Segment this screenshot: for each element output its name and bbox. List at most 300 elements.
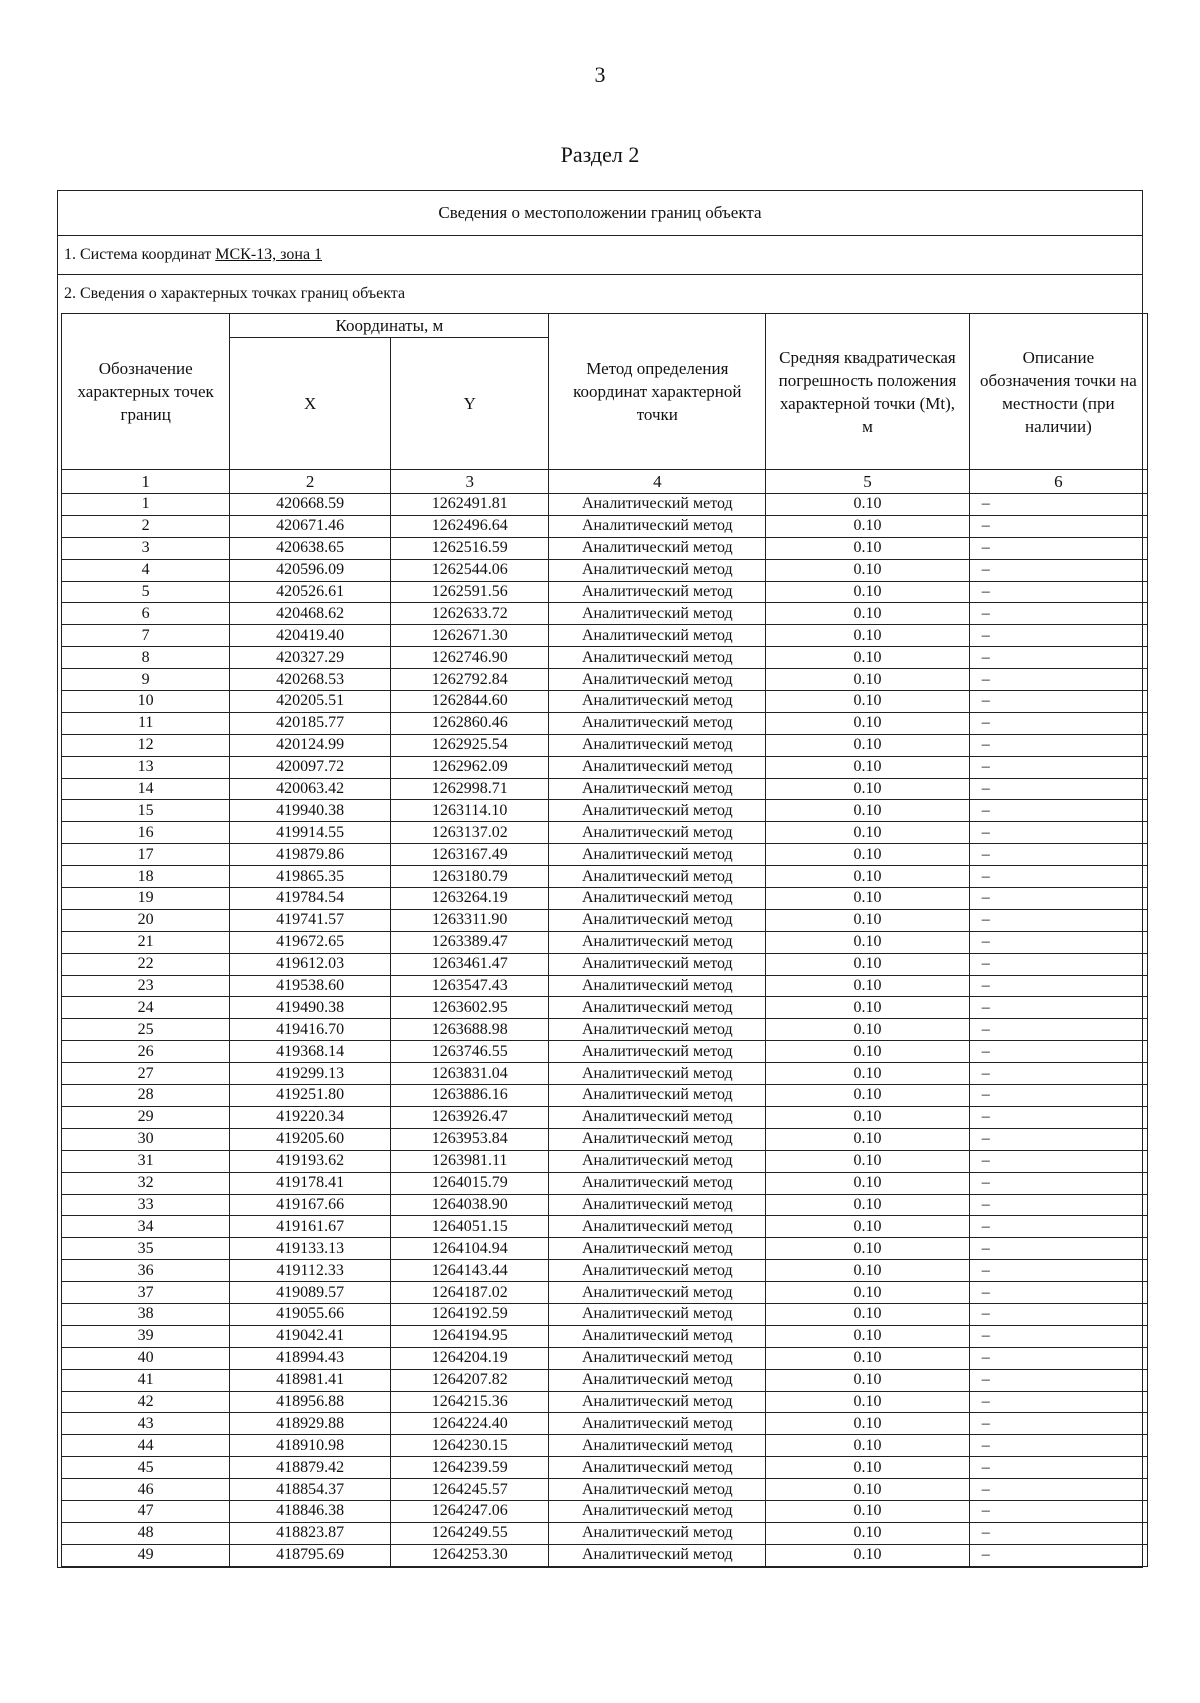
cell-method: Аналитический метод <box>549 1347 766 1369</box>
cell-coord-y: 1262844.60 <box>390 691 548 713</box>
cell-coord-y: 1264239.59 <box>390 1457 548 1479</box>
table-row <box>62 1435 1148 1457</box>
header-x: X <box>230 338 391 470</box>
column-number-row <box>62 470 1148 494</box>
cell-description: – <box>969 975 1147 997</box>
table-row <box>62 1500 1148 1522</box>
cell-coord-y: 1263264.19 <box>390 888 548 910</box>
cell-method: Аналитический метод <box>549 1216 766 1238</box>
cell-description: – <box>969 1435 1147 1457</box>
page-number: 3 <box>594 62 606 87</box>
cell-description: – <box>969 1347 1147 1369</box>
cell-coord-y: 1264015.79 <box>390 1172 548 1194</box>
cell-coord-x: 419865.35 <box>230 866 391 888</box>
cell-coord-x: 419089.57 <box>230 1282 391 1304</box>
cell-coord-x: 419538.60 <box>230 975 391 997</box>
cell-coord-y: 1263602.95 <box>390 997 548 1019</box>
cell-error: 0.10 <box>766 691 970 713</box>
cell-coord-y: 1264249.55 <box>390 1522 548 1544</box>
cell-method: Аналитический метод <box>549 647 766 669</box>
cell-method: Аналитический метод <box>549 1479 766 1501</box>
cell-coord-y: 1263547.43 <box>390 975 548 997</box>
cell-description: – <box>969 1063 1147 1085</box>
cell-coord-x: 420419.40 <box>230 625 391 647</box>
cell-coord-x: 419741.57 <box>230 909 391 931</box>
cell-method: Аналитический метод <box>549 756 766 778</box>
cell-point-id: 40 <box>62 1347 230 1369</box>
cell-point-id: 43 <box>62 1413 230 1435</box>
table-row <box>62 953 1148 975</box>
cell-coord-y: 1262496.64 <box>390 515 548 537</box>
cell-description: – <box>969 778 1147 800</box>
cell-point-id: 8 <box>62 647 230 669</box>
cell-point-id: 18 <box>62 866 230 888</box>
cell-method: Аналитический метод <box>549 800 766 822</box>
table-row <box>62 603 1148 625</box>
boundary-info-table <box>57 190 1143 1568</box>
cell-coord-y: 1264207.82 <box>390 1369 548 1391</box>
table-row <box>62 1369 1148 1391</box>
cell-description: – <box>969 1041 1147 1063</box>
cell-description: – <box>969 537 1147 559</box>
cell-point-id: 17 <box>62 844 230 866</box>
cell-point-id: 48 <box>62 1522 230 1544</box>
cell-coord-x: 418981.41 <box>230 1369 391 1391</box>
cell-error: 0.10 <box>766 559 970 581</box>
cell-method: Аналитический метод <box>549 1435 766 1457</box>
cell-error: 0.10 <box>766 734 970 756</box>
cell-point-id: 21 <box>62 931 230 953</box>
cell-point-id: 31 <box>62 1150 230 1172</box>
cell-coord-y: 1264224.40 <box>390 1413 548 1435</box>
cell-point-id: 28 <box>62 1085 230 1107</box>
coordinate-system-label: 1. Система координат <box>64 246 216 263</box>
cell-error: 0.10 <box>766 1150 970 1172</box>
cell-error: 0.10 <box>766 1085 970 1107</box>
cell-coord-x: 418929.88 <box>230 1413 391 1435</box>
cell-coord-y: 1262491.81 <box>390 494 548 516</box>
cell-description: – <box>969 866 1147 888</box>
cell-coord-y: 1262746.90 <box>390 647 548 669</box>
cell-error: 0.10 <box>766 909 970 931</box>
cell-coord-x: 419205.60 <box>230 1128 391 1150</box>
table-row <box>62 1150 1148 1172</box>
points-heading: 2. Сведения о характерных точках границ объекта <box>64 285 406 302</box>
cell-coord-x: 418795.69 <box>230 1544 391 1566</box>
cell-description: – <box>969 1369 1147 1391</box>
cell-description: – <box>969 1282 1147 1304</box>
cell-coord-y: 1264245.57 <box>390 1479 548 1501</box>
cell-coord-y: 1263311.90 <box>390 909 548 931</box>
cell-method: Аналитический метод <box>549 1172 766 1194</box>
cell-coord-x: 419167.66 <box>230 1194 391 1216</box>
cell-coord-x: 420671.46 <box>230 515 391 537</box>
cell-error: 0.10 <box>766 997 970 1019</box>
cell-description: – <box>969 669 1147 691</box>
table-row <box>62 1413 1148 1435</box>
cell-point-id: 35 <box>62 1238 230 1260</box>
table-row <box>62 691 1148 713</box>
cell-error: 0.10 <box>766 1325 970 1347</box>
cell-method: Аналитический метод <box>549 975 766 997</box>
cell-description: – <box>969 909 1147 931</box>
cell-coord-x: 419940.38 <box>230 800 391 822</box>
cell-coord-y: 1264187.02 <box>390 1282 548 1304</box>
cell-method: Аналитический метод <box>549 712 766 734</box>
cell-method: Аналитический метод <box>549 778 766 800</box>
cell-description: – <box>969 1150 1147 1172</box>
cell-description: – <box>969 1500 1147 1522</box>
cell-point-id: 39 <box>62 1325 230 1347</box>
cell-coord-y: 1262998.71 <box>390 778 548 800</box>
cell-error: 0.10 <box>766 822 970 844</box>
cell-method: Аналитический метод <box>549 1238 766 1260</box>
cell-description: – <box>969 822 1147 844</box>
table-row <box>62 975 1148 997</box>
cell-description: – <box>969 953 1147 975</box>
cell-description: – <box>969 888 1147 910</box>
cell-coord-x: 420268.53 <box>230 669 391 691</box>
table-row <box>62 844 1148 866</box>
cell-error: 0.10 <box>766 1457 970 1479</box>
cell-point-id: 4 <box>62 559 230 581</box>
cell-method: Аналитический метод <box>549 1369 766 1391</box>
cell-error: 0.10 <box>766 1347 970 1369</box>
cell-coord-y: 1262925.54 <box>390 734 548 756</box>
cell-method: Аналитический метод <box>549 1260 766 1282</box>
cell-error: 0.10 <box>766 1500 970 1522</box>
cell-method: Аналитический метод <box>549 669 766 691</box>
cell-error: 0.10 <box>766 1522 970 1544</box>
cell-error: 0.10 <box>766 515 970 537</box>
cell-description: – <box>969 931 1147 953</box>
cell-error: 0.10 <box>766 1435 970 1457</box>
header-designation: Обозначение характерных точек границ <box>62 314 230 470</box>
cell-coord-x: 420124.99 <box>230 734 391 756</box>
cell-error: 0.10 <box>766 888 970 910</box>
cell-description: – <box>969 1019 1147 1041</box>
cell-coord-y: 1262633.72 <box>390 603 548 625</box>
column-number: 5 <box>766 470 970 494</box>
cell-coord-x: 418956.88 <box>230 1391 391 1413</box>
cell-point-id: 13 <box>62 756 230 778</box>
cell-method: Аналитический метод <box>549 1413 766 1435</box>
cell-coord-x: 419368.14 <box>230 1041 391 1063</box>
cell-point-id: 34 <box>62 1216 230 1238</box>
cell-error: 0.10 <box>766 1019 970 1041</box>
table-row <box>62 581 1148 603</box>
table-row <box>62 734 1148 756</box>
cell-coord-y: 1263981.11 <box>390 1150 548 1172</box>
header-y: Y <box>390 338 548 470</box>
table-row <box>62 1085 1148 1107</box>
cell-coord-y: 1264247.06 <box>390 1500 548 1522</box>
cell-method: Аналитический метод <box>549 844 766 866</box>
cell-method: Аналитический метод <box>549 822 766 844</box>
cell-error: 0.10 <box>766 1194 970 1216</box>
table-row <box>62 1128 1148 1150</box>
cell-description: – <box>969 581 1147 603</box>
cell-coord-x: 419251.80 <box>230 1085 391 1107</box>
cell-coord-x: 418879.42 <box>230 1457 391 1479</box>
cell-point-id: 46 <box>62 1479 230 1501</box>
cell-coord-x: 420526.61 <box>230 581 391 603</box>
cell-method: Аналитический метод <box>549 866 766 888</box>
header-description: Описание обозначения точки на местности (при наличии) <box>969 314 1147 470</box>
cell-coord-x: 418854.37 <box>230 1479 391 1501</box>
cell-coord-y: 1262792.84 <box>390 669 548 691</box>
cell-coord-x: 420185.77 <box>230 712 391 734</box>
cell-method: Аналитический метод <box>549 734 766 756</box>
table-row <box>62 1347 1148 1369</box>
cell-coord-y: 1263461.47 <box>390 953 548 975</box>
cell-coord-y: 1264192.59 <box>390 1303 548 1325</box>
cell-method: Аналитический метод <box>549 909 766 931</box>
cell-error: 0.10 <box>766 537 970 559</box>
cell-error: 0.10 <box>766 1544 970 1566</box>
cell-coord-x: 420638.65 <box>230 537 391 559</box>
cell-description: – <box>969 603 1147 625</box>
cell-description: – <box>969 1194 1147 1216</box>
table-row <box>62 1522 1148 1544</box>
cell-error: 0.10 <box>766 975 970 997</box>
cell-coord-y: 1264038.90 <box>390 1194 548 1216</box>
table-row <box>62 1325 1148 1347</box>
cell-error: 0.10 <box>766 494 970 516</box>
points-table <box>61 313 1148 1567</box>
table-row <box>62 909 1148 931</box>
cell-description: – <box>969 559 1147 581</box>
table-row <box>62 1041 1148 1063</box>
cell-method: Аналитический метод <box>549 1085 766 1107</box>
cell-description: – <box>969 734 1147 756</box>
cell-description: – <box>969 1391 1147 1413</box>
cell-coord-x: 419784.54 <box>230 888 391 910</box>
cell-error: 0.10 <box>766 581 970 603</box>
table-row <box>62 1303 1148 1325</box>
table-row <box>62 1457 1148 1479</box>
table-row <box>62 1544 1148 1566</box>
table-row <box>62 756 1148 778</box>
cell-point-id: 25 <box>62 1019 230 1041</box>
cell-coord-y: 1263114.10 <box>390 800 548 822</box>
table-row <box>62 712 1148 734</box>
cell-coord-y: 1263180.79 <box>390 866 548 888</box>
cell-point-id: 27 <box>62 1063 230 1085</box>
table-row <box>62 494 1148 516</box>
cell-coord-x: 419490.38 <box>230 997 391 1019</box>
cell-coord-x: 419133.13 <box>230 1238 391 1260</box>
cell-method: Аналитический метод <box>549 1303 766 1325</box>
cell-method: Аналитический метод <box>549 953 766 975</box>
cell-point-id: 11 <box>62 712 230 734</box>
table-row <box>62 1282 1148 1304</box>
cell-coord-x: 418994.43 <box>230 1347 391 1369</box>
cell-coord-x: 420063.42 <box>230 778 391 800</box>
table-row <box>62 1260 1148 1282</box>
cell-point-id: 49 <box>62 1544 230 1566</box>
cell-coord-x: 419161.67 <box>230 1216 391 1238</box>
cell-coord-y: 1264230.15 <box>390 1435 548 1457</box>
table-row <box>62 1106 1148 1128</box>
cell-method: Аналитический метод <box>549 1391 766 1413</box>
table-row <box>62 1172 1148 1194</box>
cell-method: Аналитический метод <box>549 1457 766 1479</box>
cell-error: 0.10 <box>766 1413 970 1435</box>
cell-coord-x: 419914.55 <box>230 822 391 844</box>
cell-point-id: 9 <box>62 669 230 691</box>
cell-coord-x: 419299.13 <box>230 1063 391 1085</box>
cell-error: 0.10 <box>766 1479 970 1501</box>
cell-point-id: 42 <box>62 1391 230 1413</box>
table-row <box>62 515 1148 537</box>
cell-method: Аналитический метод <box>549 559 766 581</box>
cell-error: 0.10 <box>766 866 970 888</box>
table-row <box>62 647 1148 669</box>
cell-error: 0.10 <box>766 603 970 625</box>
cell-method: Аналитический метод <box>549 1522 766 1544</box>
cell-point-id: 45 <box>62 1457 230 1479</box>
table-row <box>62 1216 1148 1238</box>
cell-error: 0.10 <box>766 1128 970 1150</box>
column-number: 4 <box>549 470 766 494</box>
cell-error: 0.10 <box>766 1216 970 1238</box>
cell-description: – <box>969 1172 1147 1194</box>
cell-method: Аналитический метод <box>549 691 766 713</box>
cell-error: 0.10 <box>766 778 970 800</box>
coordinate-system-value: МСК-13, зона 1 <box>215 246 323 263</box>
cell-coord-y: 1263831.04 <box>390 1063 548 1085</box>
cell-coord-x: 418910.98 <box>230 1435 391 1457</box>
cell-coord-x: 419178.41 <box>230 1172 391 1194</box>
cell-coord-y: 1264215.36 <box>390 1391 548 1413</box>
cell-coord-y: 1263688.98 <box>390 1019 548 1041</box>
cell-error: 0.10 <box>766 953 970 975</box>
table-row <box>62 888 1148 910</box>
cell-method: Аналитический метод <box>549 581 766 603</box>
table-row <box>62 1238 1148 1260</box>
cell-description: – <box>969 625 1147 647</box>
cell-description: – <box>969 1128 1147 1150</box>
cell-description: – <box>969 1479 1147 1501</box>
cell-description: – <box>969 712 1147 734</box>
cell-point-id: 7 <box>62 625 230 647</box>
cell-description: – <box>969 1260 1147 1282</box>
cell-coord-y: 1262591.56 <box>390 581 548 603</box>
column-number: 1 <box>62 470 230 494</box>
cell-error: 0.10 <box>766 1260 970 1282</box>
cell-point-id: 47 <box>62 1500 230 1522</box>
cell-error: 0.10 <box>766 1063 970 1085</box>
cell-description: – <box>969 1303 1147 1325</box>
cell-method: Аналитический метод <box>549 494 766 516</box>
cell-coord-x: 420468.62 <box>230 603 391 625</box>
cell-method: Аналитический метод <box>549 515 766 537</box>
table-row <box>62 1063 1148 1085</box>
cell-description: – <box>969 1106 1147 1128</box>
table-row <box>62 537 1148 559</box>
table-title: Сведения о местоположении границ объекта <box>58 191 1142 236</box>
cell-coord-y: 1262544.06 <box>390 559 548 581</box>
table-row <box>62 778 1148 800</box>
cell-description: – <box>969 691 1147 713</box>
cell-point-id: 6 <box>62 603 230 625</box>
cell-point-id: 14 <box>62 778 230 800</box>
cell-point-id: 3 <box>62 537 230 559</box>
cell-coord-x: 419672.65 <box>230 931 391 953</box>
cell-description: – <box>969 756 1147 778</box>
cell-point-id: 15 <box>62 800 230 822</box>
cell-point-id: 38 <box>62 1303 230 1325</box>
cell-method: Аналитический метод <box>549 1150 766 1172</box>
cell-method: Аналитический метод <box>549 1019 766 1041</box>
table-row <box>62 669 1148 691</box>
cell-coord-x: 418823.87 <box>230 1522 391 1544</box>
cell-description: – <box>969 997 1147 1019</box>
cell-coord-x: 419193.62 <box>230 1150 391 1172</box>
table-row <box>62 1479 1148 1501</box>
cell-description: – <box>969 844 1147 866</box>
table-row <box>62 822 1148 844</box>
header-method: Метод определения координат характерной точки <box>549 314 766 470</box>
cell-error: 0.10 <box>766 800 970 822</box>
cell-method: Аналитический метод <box>549 1041 766 1063</box>
cell-coord-x: 420205.51 <box>230 691 391 713</box>
cell-coord-y: 1263167.49 <box>390 844 548 866</box>
cell-point-id: 12 <box>62 734 230 756</box>
cell-description: – <box>969 1085 1147 1107</box>
cell-description: – <box>969 800 1147 822</box>
cell-method: Аналитический метод <box>549 997 766 1019</box>
cell-coord-x: 419112.33 <box>230 1260 391 1282</box>
table-row <box>62 1019 1148 1041</box>
cell-error: 0.10 <box>766 1369 970 1391</box>
cell-error: 0.10 <box>766 669 970 691</box>
table-row <box>62 559 1148 581</box>
cell-coord-y: 1263953.84 <box>390 1128 548 1150</box>
cell-method: Аналитический метод <box>549 1282 766 1304</box>
cell-point-id: 2 <box>62 515 230 537</box>
cell-error: 0.10 <box>766 625 970 647</box>
cell-coord-y: 1263926.47 <box>390 1106 548 1128</box>
cell-point-id: 29 <box>62 1106 230 1128</box>
cell-coord-x: 419879.86 <box>230 844 391 866</box>
cell-point-id: 36 <box>62 1260 230 1282</box>
cell-coord-x: 419220.34 <box>230 1106 391 1128</box>
cell-description: – <box>969 1457 1147 1479</box>
cell-error: 0.10 <box>766 647 970 669</box>
table-row <box>62 1194 1148 1216</box>
cell-description: – <box>969 1413 1147 1435</box>
cell-method: Аналитический метод <box>549 1106 766 1128</box>
cell-point-id: 1 <box>62 494 230 516</box>
cell-coord-y: 1264143.44 <box>390 1260 548 1282</box>
cell-point-id: 19 <box>62 888 230 910</box>
cell-description: – <box>969 647 1147 669</box>
cell-point-id: 5 <box>62 581 230 603</box>
cell-method: Аналитический метод <box>549 931 766 953</box>
cell-error: 0.10 <box>766 931 970 953</box>
cell-coord-y: 1264104.94 <box>390 1238 548 1260</box>
table-row <box>62 800 1148 822</box>
column-number: 2 <box>230 470 391 494</box>
cell-coord-y: 1264204.19 <box>390 1347 548 1369</box>
cell-point-id: 41 <box>62 1369 230 1391</box>
cell-point-id: 16 <box>62 822 230 844</box>
cell-coord-x: 420668.59 <box>230 494 391 516</box>
cell-point-id: 37 <box>62 1282 230 1304</box>
section-title: Раздел 2 <box>560 142 640 167</box>
